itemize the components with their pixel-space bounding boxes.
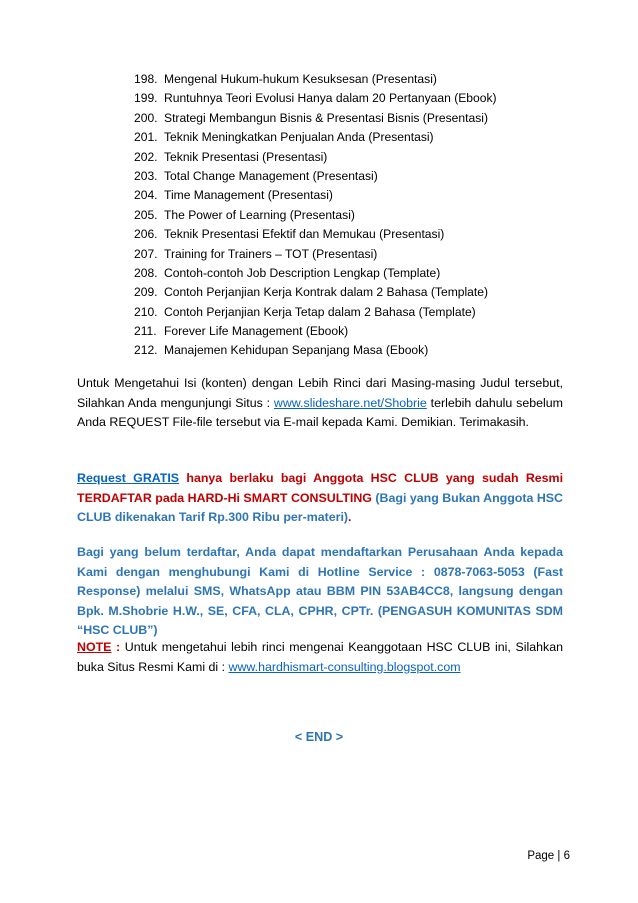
list-item-text: Teknik Meningkatkan Penjualan Anda (Presentasi): [164, 130, 434, 145]
list-item: [134, 89, 497, 108]
list-item: [134, 245, 497, 264]
page-label: Page: [527, 850, 555, 862]
list-item-text: Contoh Perjanjian Kerja Kontrak dalam 2 Bahasa (Template): [164, 285, 489, 300]
list-item-text: Forever Life Management (Ebook): [164, 324, 349, 339]
list-item-text: Mengenal Hukum-hukum Kesuksesan (Presentasi): [164, 72, 437, 86]
note-text: Untuk mengetahui lebih rinci mengenai Keanggotaan HSC CLUB ini, Silahkan buka Situs Resmi Kami di :: [77, 640, 563, 674]
list-item-number: 206.: [134, 227, 158, 242]
end-marker: < END >: [294, 730, 344, 744]
list-item-text: Teknik Presentasi (Presentasi): [164, 149, 328, 164]
page-separator: |: [554, 850, 564, 862]
list-item-text: Training for Trainers – TOT (Presentasi): [164, 246, 378, 261]
list-item: [134, 206, 497, 225]
request-paragraph: [77, 469, 563, 528]
list-item-number: 199.: [134, 91, 158, 106]
slideshare-link[interactable]: www.slideshare.net/Shobrie: [273, 395, 427, 410]
list-item-number: 201.: [134, 130, 158, 145]
list-item-number: 210.: [134, 304, 158, 319]
list-item-text: Manajemen Kehidupan Sepanjang Masa (Ebook): [164, 343, 429, 358]
list-item-text: Runtuhnya Teori Evolusi Hanya dalam 20 Pertanyaan (Ebook): [164, 91, 497, 106]
list-item: [134, 128, 497, 147]
request-blue-text: (Bagi yang Bukan Anggota HSC CLUB dikenakan Tarif Rp.300 Ribu per-materi): [77, 490, 563, 525]
request-gratis-link[interactable]: Request GRATIS: [77, 471, 180, 485]
page-number: 6: [563, 850, 570, 862]
request-red-text: hanya berlaku bagi Anggota HSC CLUB yang sudah Resmi TERDAFTAR pada HARD-Hi SMART CONSULTING: [77, 471, 564, 505]
material-list: [134, 70, 497, 361]
list-item: [134, 283, 497, 302]
list-item: [134, 167, 497, 186]
list-item-number: 198.: [134, 72, 158, 86]
list-item: [134, 70, 497, 89]
note-paragraph: [77, 638, 563, 677]
list-item-text: Contoh-contoh Job Description Lengkap (Template): [164, 265, 441, 280]
info-paragraph: [77, 374, 563, 433]
list-item-number: 208.: [134, 265, 158, 280]
list-item: [134, 264, 497, 283]
blog-link[interactable]: www.hardhismart-consulting.blogspot.com: [228, 659, 461, 674]
list-item: [134, 303, 497, 322]
list-item-number: 212.: [134, 343, 158, 358]
list-item-number: 209.: [134, 285, 158, 300]
list-item: [134, 109, 497, 128]
list-item: [134, 341, 497, 360]
request-end-dot: .: [348, 510, 352, 525]
list-item-number: 202.: [134, 149, 158, 164]
note-colon: :: [111, 640, 121, 654]
list-item-number: 203.: [134, 168, 158, 183]
list-item-number: 204.: [134, 188, 158, 203]
registration-paragraph: Bagi yang belum terdaftar, Anda dapat mendaftarkan Perusahaan Anda kepada Kami dengan menghubungi Kami di Hotline Service : 0878-7063-5053 (Fast Response) melalui SMS, WhatsApp atau BBM PIN 53AB4CC8, langsung dengan Bpk. M.Shobrie H.W., SE, CFA, CLA, CPHR, CPTr. (PENGASUH KOMUNITAS SDM “HSC CLUB”): [77, 545, 563, 638]
list-item-text: Time Management (Presentasi): [164, 188, 333, 203]
info-text-before: Untuk Mengetahui Isi (konten) dengan Lebih Rinci dari Masing-masing Judul tersebut, Silahkan Anda mengunjungi Situs :: [77, 376, 563, 410]
list-item-number: 200.: [134, 110, 158, 125]
info-text-after: terlebih dahulu sebelum Anda REQUEST File-file tersebut via E-mail kepada Kami. Demikian. Terimakasih.: [77, 395, 563, 430]
list-item-text: Total Change Management (Presentasi): [164, 168, 378, 183]
list-item-number: 211.: [134, 324, 157, 339]
list-item: [134, 225, 497, 244]
list-item-number: 207.: [134, 246, 158, 261]
list-item-text: Teknik Presentasi Efektif dan Memukau (Presentasi): [164, 227, 445, 242]
list-item-number: 205.: [134, 207, 158, 222]
list-item-text: Strategi Membangun Bisnis & Presentasi Bisnis (Presentasi): [164, 110, 488, 125]
list-item: [134, 322, 497, 341]
note-label: NOTE: [77, 640, 112, 654]
list-item: [134, 186, 497, 205]
list-item-text: The Power of Learning (Presentasi): [164, 207, 355, 222]
list-item-text: Contoh Perjanjian Kerja Tetap dalam 2 Bahasa (Template): [164, 304, 476, 319]
list-item: [134, 148, 497, 167]
page-footer: [527, 850, 570, 862]
